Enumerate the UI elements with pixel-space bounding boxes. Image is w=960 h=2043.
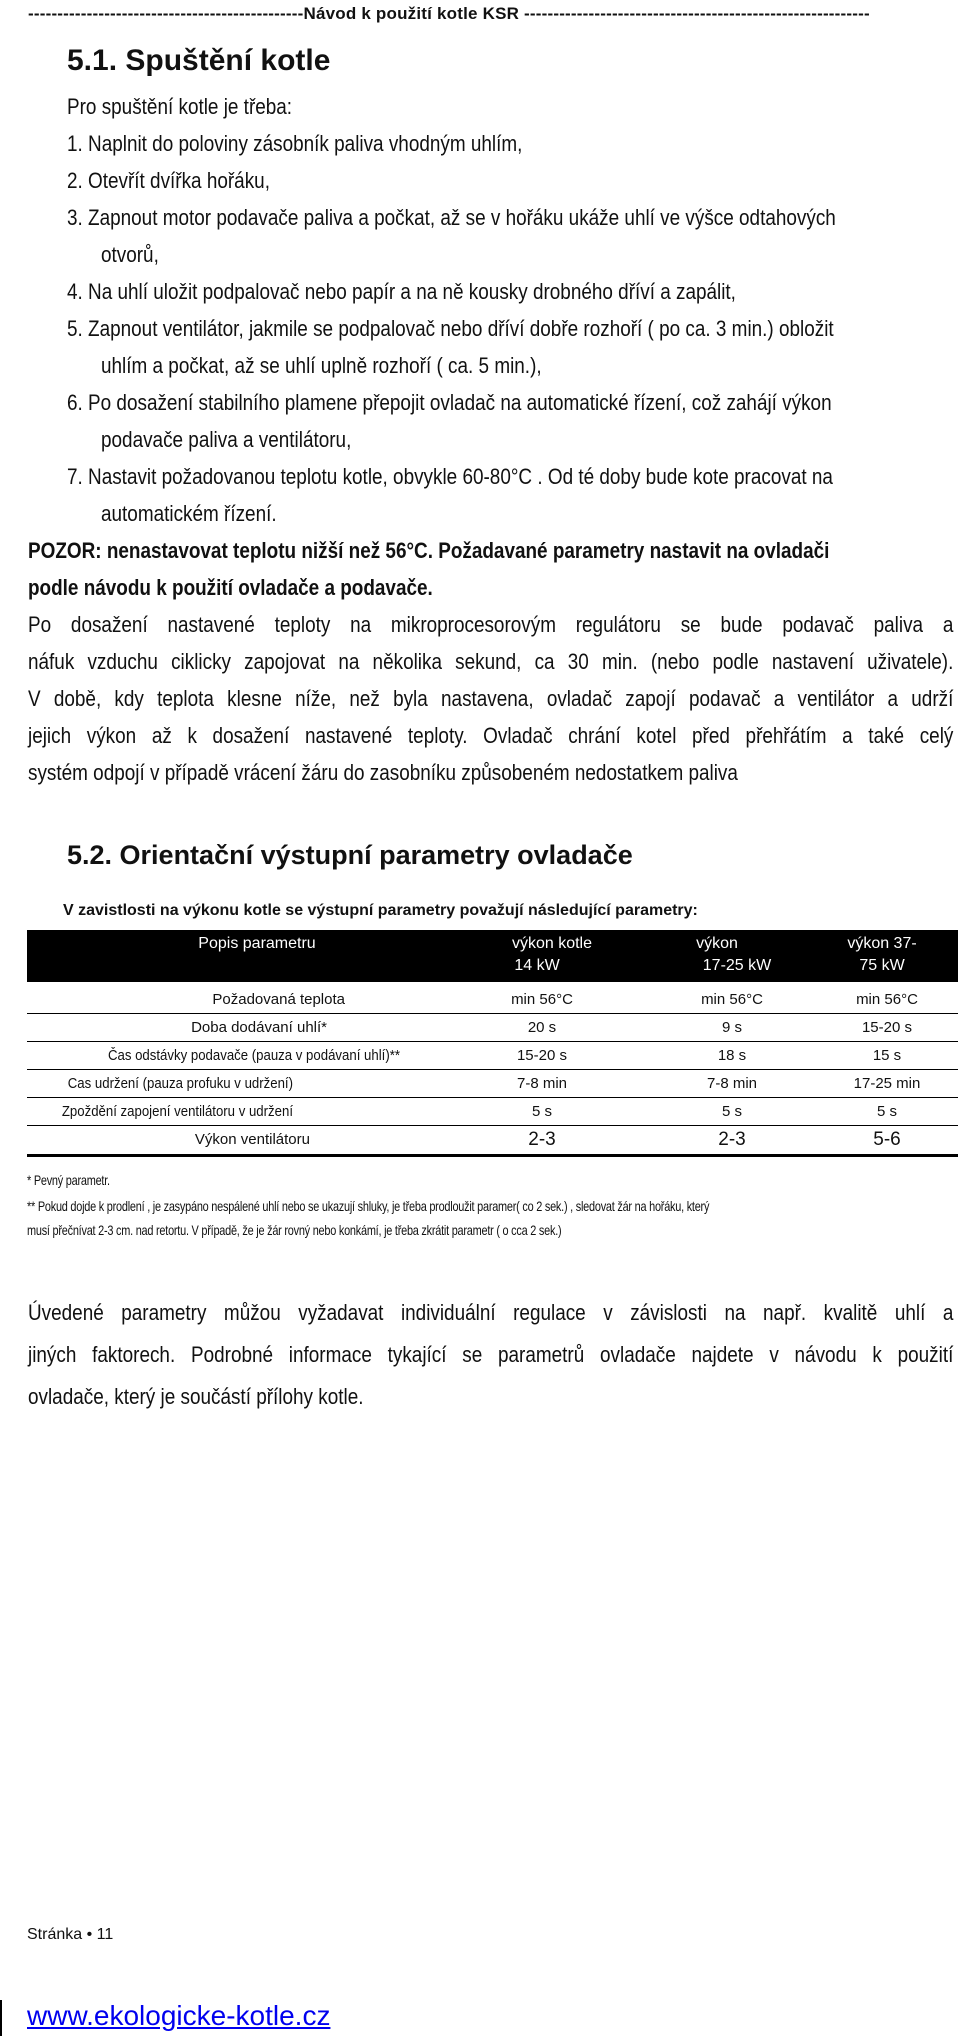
step-line: automatickém řízení. <box>101 501 277 526</box>
column-header: 14 kW <box>514 957 560 974</box>
table-cell: min 56°C <box>856 991 918 1008</box>
closing-line: ovladače, který je součástí přílohy kotle. <box>28 1384 364 1409</box>
paragraph-line: náfuk vzduchu ciklicky zapojovat na několika sekund, ca 30 min. (nebo podle nastavení uživatele). <box>28 649 954 674</box>
warning-line: POZOR: nenastavovat teplotu nižší než 56°C. Požadavané parametry nastavit na ovladači <box>28 538 830 563</box>
step-line: 5. Zapnout ventilátor, jakmile se podpalovač nebo dříví dobře rozhoří ( po ca. 3 min.) obložit <box>67 316 834 341</box>
table-row <box>27 1098 958 1125</box>
table-cell: 15-20 s <box>516 1047 568 1064</box>
table-row <box>27 1070 958 1097</box>
table-cell: 7-8 min <box>706 1075 758 1092</box>
column-header: 17-25 kW <box>702 957 772 974</box>
step-line: 2. Otevřít dvířka hořáku, <box>67 168 270 193</box>
table-cell: 15 s <box>872 1047 902 1064</box>
row-label: Zpoždění zapojení ventilátoru v udržení <box>61 1103 293 1120</box>
table-cell: 5 s <box>876 1103 897 1120</box>
row-label: Doba dodávaní uhlí* <box>191 1019 327 1036</box>
warning-line: podle návodu k použití ovladače a podavače. <box>28 575 433 600</box>
paragraph-line: jejich výkon až k dosažení nastavené teploty. Ovladač chrání kotel před přehřátím a také celý <box>28 723 954 748</box>
step-line: podavače paliva a ventilátoru, <box>101 427 352 452</box>
table-header-row <box>27 930 958 982</box>
row-label: Požadovaná teplota <box>212 991 345 1008</box>
step-line: 4. Na uhlí uložit podpalovač nebo papír a na ně kousky drobného dříví a zapálit, <box>67 279 736 304</box>
step-line: 1. Naplnit do poloviny zásobník paliva vhodným uhlím, <box>67 131 523 156</box>
closing-line: jiných faktorech. Podrobné informace tykající se parametrů ovladače najdete v návodu k použití <box>28 1342 954 1367</box>
table-cell: min 56°C <box>511 991 573 1008</box>
column-header: Popis parametru <box>198 935 316 952</box>
website-link[interactable]: www.ekologicke-kotle.cz <box>27 2000 331 2031</box>
section-title: 5.2. Orientační výstupní parametry ovladače <box>67 840 633 870</box>
table-cell: 5-6 <box>873 1129 901 1150</box>
footer-bar <box>0 2000 2 2036</box>
footnote: ** Pokud dojde k prodlení , je zasypáno nespálené uhlí nebo se ukazují shluky, je třeba prodloužit paramer( co 2 sek.) , sledovat žár na hořáku, který <box>27 1198 710 1214</box>
column-header: výkon <box>696 935 738 952</box>
paragraph-line: V době, kdy teplota klesne níže, než byla nastavena, ovladač zapojí podavač a ventilátor a udrží <box>28 686 954 711</box>
row-label: Čas odstávky podavače (pauza v podávaní uhlí)** <box>107 1047 400 1064</box>
table-cell: 20 s <box>527 1019 557 1036</box>
intro-line: Pro spuštění kotle je třeba: <box>67 94 293 119</box>
column-header: 75 kW <box>859 957 905 974</box>
paragraph-line: systém odpojí v případě vrácení žáru do zasobníku způsobeném nedostatkem paliva <box>28 760 738 785</box>
table-cell: 5 s <box>721 1103 742 1120</box>
table-cell: 2-3 <box>528 1129 556 1150</box>
footnote: musí přečnívat 2-3 cm. nad retortu. V případě, že je žár rovný nebo konkámí, je třeba zkrátit parametr ( o cca 2 sek.) <box>27 1222 562 1238</box>
paragraph-line: Po dosažení nastavené teploty na mikroprocesorovým regulátoru se bude podavač paliva a <box>28 612 954 637</box>
table-cell: 18 s <box>717 1047 747 1064</box>
table-cell: min 56°C <box>701 991 763 1008</box>
table-row <box>27 1014 958 1041</box>
table-cell: 9 s <box>721 1019 742 1036</box>
step-line: uhlím a počkat, až se uhlí uplně rozhoří ( ca. 5 min.), <box>101 353 542 378</box>
page-number: Stránka • 11 <box>27 1926 114 1943</box>
table-cell: 7-8 min <box>516 1075 568 1092</box>
step-line: 6. Po dosažení stabilního plamene přepojit ovladač na automatické řízení, což zahájí výkon <box>67 390 832 415</box>
column-header: výkon 37- <box>847 935 917 952</box>
table-row <box>27 986 958 1013</box>
closing-line: Úvedené parametry můžou vyžadavat individuální regulace v závislosti na např. kvalitě uhlí a <box>28 1300 954 1325</box>
table-bottom-rule <box>27 1154 958 1157</box>
table-cell: 2-3 <box>718 1129 746 1150</box>
table-cell: 17-25 min <box>853 1075 921 1092</box>
row-label: Cas udržení (pauza profuku v udržení) <box>67 1075 293 1092</box>
table-cell: 15-20 s <box>861 1019 913 1036</box>
table-cell: 5 s <box>531 1103 552 1120</box>
table-caption: V zavistlosti na výkonu kotle se výstupní parametry považují následující parametry: <box>63 902 698 919</box>
row-label: Výkon ventilátoru <box>194 1131 310 1148</box>
section-title: 5.1. Spuštění kotle <box>67 44 331 77</box>
table-row <box>27 1042 958 1069</box>
step-line: 7. Nastavit požadovanou teplotu kotle, obvykle 60-80°C . Od té doby bude kote pracovat na <box>67 464 833 489</box>
table-row <box>27 1126 958 1153</box>
step-line: 3. Zapnout motor podavače paliva a počkat, až se v hořáku ukáže uhlí ve výšce odtahových <box>67 205 836 230</box>
running-header: -----------------------------------------------Návod k použití kotle KSR ----------------------------------------------------------- <box>28 4 870 23</box>
footnote: * Pevný parametr. <box>27 1172 110 1188</box>
column-header: výkon kotle <box>511 935 593 952</box>
step-line: otvorů, <box>101 242 159 267</box>
